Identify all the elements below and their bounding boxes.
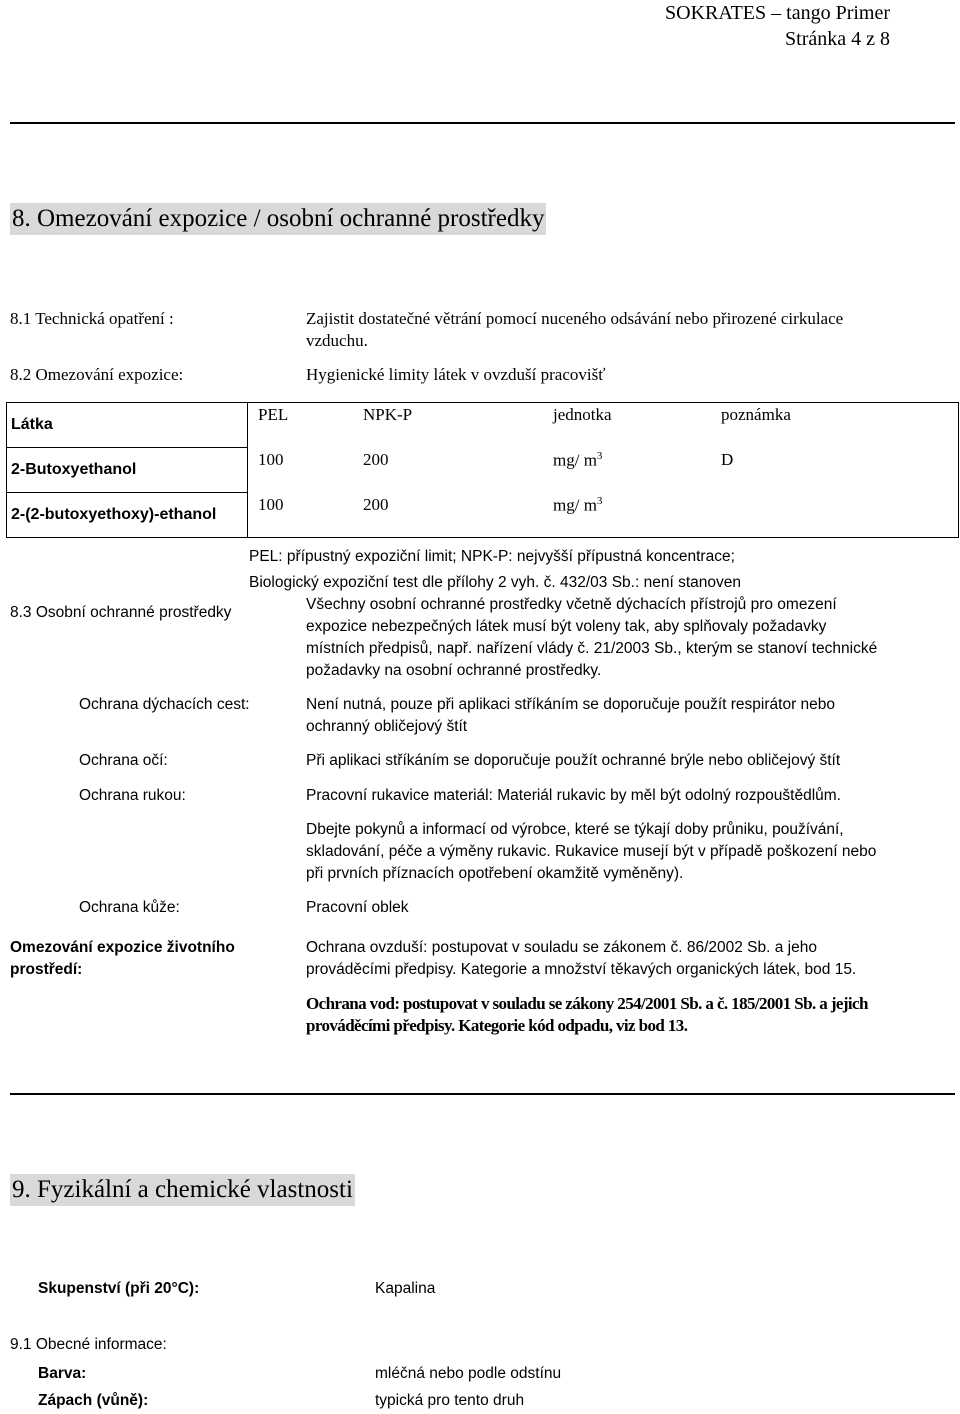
environment-label: Omezování expozice životního [10,939,235,956]
hands-value: Pracovní rukavice materiál: Materiál rukavic by měl být odolný rozpouštědlům. [306,787,841,804]
odor-value: typická pro tento druh [375,1392,525,1409]
pel-value: 100 [258,494,284,514]
substance-name: 2-(2-butoxyethoxy)-ethanol [7,493,248,538]
air-protection-line2: prováděcími předpisy. Kategorie a množství těkavých organických látek, bod 15. [306,961,857,978]
technical-measures-label: 8.1 Technická opatření : [10,309,174,328]
unit-value: mg/ $m^3$ [553,449,603,470]
eyes-value: Při aplikaci stříkáním se doporučuje použít ochranné brýle nebo obličejový štít [306,752,841,769]
water-protection-line1: Ochrana vod: postupovat v souladu se zákony 254/2001 Sb. a č. 185/2001 Sb. a jejich [306,994,868,1013]
document-title: SOKRATES – tango Primer [665,2,890,24]
header-npk: NPK-P [363,405,413,424]
section-9-title: 9. Fyzikální a chemické vlastnosti [10,1174,355,1206]
air-protection-line1: Ochrana ovzduší: postupovat v souladu se zákonem č. 86/2002 Sb. a jeho [306,939,817,956]
skin-value: Pracovní oblek [306,899,409,916]
state-label: Skupenství (při 20°C): [38,1280,200,1297]
npk-value: 200 [363,494,389,514]
hands-line: Dbejte pokynů a informací od výrobce, které se týkají doby průniku, používání, [306,821,844,838]
environment-label-2: prostředí: [10,961,83,978]
header-substance: Látka [7,403,248,448]
npk-value: 200 [363,449,389,469]
page-number: Stránka 4 z 8 [785,28,890,50]
header-rule [10,122,955,124]
table-header-row [7,403,959,448]
footnote-pel: PEL: přípustný expoziční limit; NPK-P: nejvyšší přípustná koncentrace; [249,548,735,565]
state-value: Kapalina [375,1280,436,1297]
exposure-label: 8.2 Omezování expozice: [10,365,184,384]
table-row [7,493,959,538]
header-pel: PEL [258,405,289,424]
ppe-line: Všechny osobní ochranné prostředky včetně dýchacích přístrojů pro omezení [306,596,837,613]
unit-value: mg/ $m^3$ [553,494,603,515]
hands-label: Ochrana rukou: [79,787,186,804]
ppe-line: expozice nebezpečných látek musí být voleny tak, aby splňovaly požadavky [306,618,827,635]
section-rule [10,1093,955,1095]
eyes-label: Ochrana očí: [79,752,168,769]
respiratory-label: Ochrana dýchacích cest: [79,696,250,713]
footnote-biological: Biologický expoziční test dle přílohy 2 vyh. č. 432/03 Sb.: není stanoven [249,574,741,591]
hands-line: skladování, péče a výměny rukavic. Rukavice musejí být v případě poškození nebo [306,843,877,860]
exposure-limits-table [6,402,959,538]
substance-values [248,448,959,493]
water-protection-line2: prováděcími předpisy. Kategorie kód odpadu, viz bod 13. [306,1016,688,1035]
color-value: mléčná nebo podle odstínu [375,1365,562,1382]
respiratory-line1: Není nutná, pouze při aplikaci stříkáním se doporučuje použít respirátor nebo [306,696,836,713]
section-8-title: 8. Omezování expozice / osobní ochranné prostředky [10,203,546,235]
table-row [7,448,959,493]
exposure-value: Hygienické limity látek v ovzduší pracovišť [306,365,606,384]
skin-label: Ochrana kůže: [79,899,180,916]
hands-line: při prvních příznacích opotřebení okamžitě vyměněny). [306,865,684,882]
substance-name: 2-Butoxyethanol [7,448,248,493]
substance-values [248,493,959,538]
header-note: poznámka [721,405,791,424]
ppe-line: požadavky na osobní ochranné prostředky. [306,662,602,679]
header-unit: jednotka [553,405,612,424]
general-info-label: 9.1 Obecné informace: [10,1336,167,1353]
respiratory-line2: ochranný obličejový štít [306,718,468,735]
note-value: D [721,449,734,469]
header-values [248,403,959,448]
odor-label: Zápach (vůně): [38,1392,149,1409]
technical-measures-line1: Zajistit dostatečné větrání pomocí nuceného odsávání nebo přirozené cirkulace [306,309,844,328]
technical-measures-line2: vzduchu. [306,331,368,350]
ppe-line: místních předpisů, např. nařízení vlády č. 21/2003 Sb., kterým se stanoví technické [306,640,878,657]
ppe-label: 8.3 Osobní ochranné prostředky [10,604,232,621]
color-label: Barva: [38,1365,87,1382]
pel-value: 100 [258,449,284,469]
